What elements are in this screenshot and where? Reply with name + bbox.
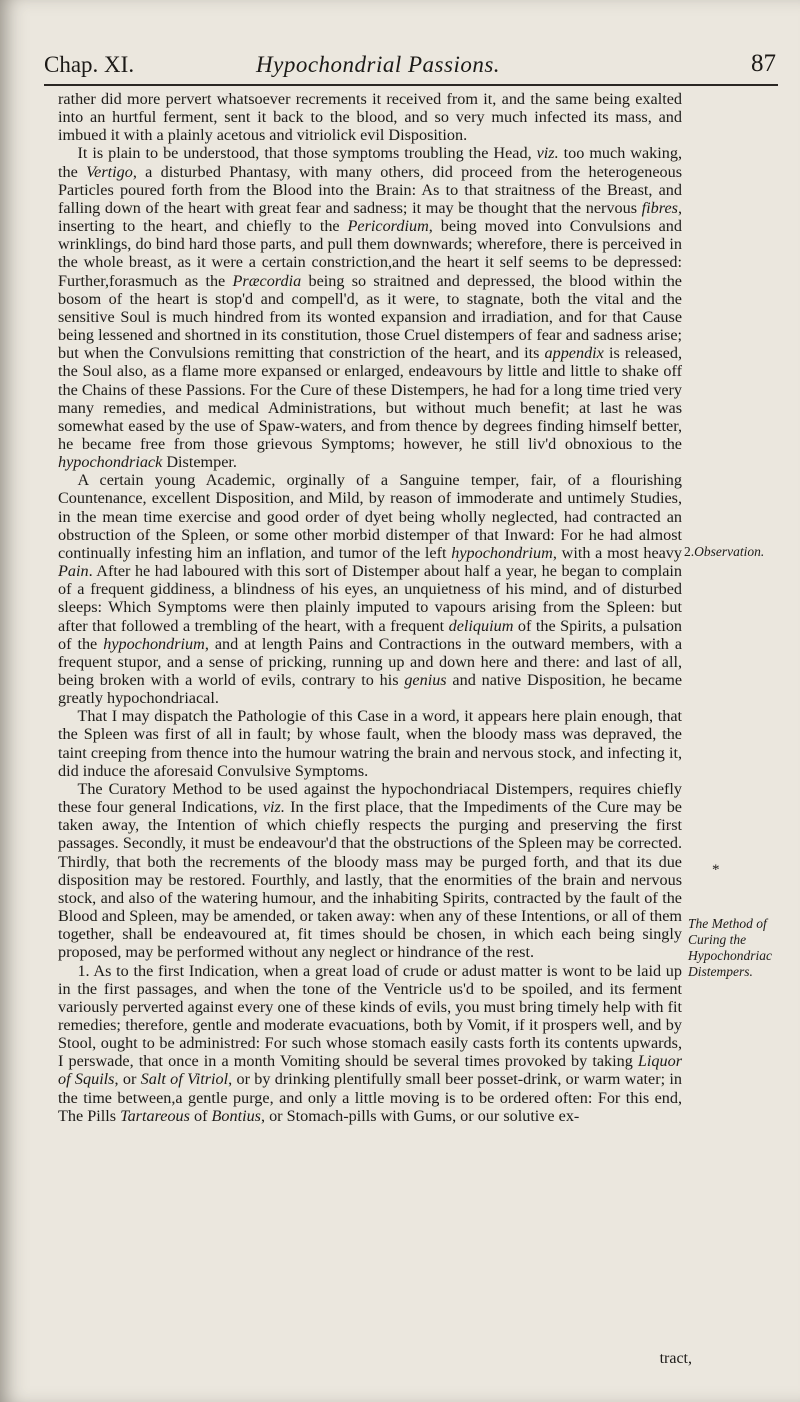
text-run: , or by drinking plentifully small beer posset-drink, or warm water; in the time between,a gentle purge, and only a little moving is to be ordered often: For this end, The Pills xyxy=(58,1070,683,1125)
italic-run: Vertigo xyxy=(86,162,133,181)
text-run: , being moved into Convulsions and wrinklings, do bind hard those parts, and pull them downwards; wherefore, there is perceived in the whole breast, as it were a certain constriction,and the heart it self seems to be depressed: Further,forasmuch as the xyxy=(58,217,682,290)
paragraph-3 xyxy=(58,471,682,707)
text-run: A certain young Academic, orginally of a Sanguine temper, fair, of a flourishing Countenance, excellent Disposition, and Mild, by reason of immoderate and untimely Studies, in the mean time exercise and good order of dyet being wholly neglected, had contracted an obstruction of the Spleen, or some other morbid distemper of that Inward: For he had almost continually infesting him an inflation, and tumor of the left xyxy=(58,471,682,562)
italic-run: fibres xyxy=(641,198,678,217)
text-run: , or Stomach-pills with Gums, or our solutive ex- xyxy=(260,1106,580,1125)
paragraph-2 xyxy=(58,144,682,471)
italic-run: hypochondriack xyxy=(58,453,163,472)
text-run: , with a most heavy xyxy=(552,543,682,562)
text-run: , and at length Pains and Contractions in the outward members, with a frequent stupor, and a sense of pricking, running up and down here and there: and last of all, being broken with a world of evils, contrary to his xyxy=(58,634,683,689)
italic-run: Præcordia xyxy=(232,271,302,290)
observation-label: Observation. xyxy=(694,544,765,559)
text-run: Distemper. xyxy=(162,453,237,472)
paragraph-5 xyxy=(58,780,682,962)
italic-run: Pain xyxy=(58,562,89,581)
chapter-heading: Chap. XI. xyxy=(44,52,135,77)
italic-run: appendix xyxy=(544,344,604,363)
text-run: . After he had laboured with this sort of Distemper about half a year, he began to complain of a frequent giddiness, a blindness of his eyes, an unquietness of his mind, and of disturbed sleeps: Which Symptoms were then plainly imputed to vapours arising from the Spleen: but after that followed a trembling of the heart, with a frequent xyxy=(58,562,682,635)
text-run: and native Disposition, he became greatly hypochondriacal. xyxy=(58,671,682,708)
text-run: being so straitned and depressed, the blood within the bosom of the heart is stop'd and compell'd, as it were, to stagnate, both the vital and the sensitive Soul is much hindred from its wonted expansion and irradiation, and for that Cause being lessened and shortned in its constitution, those Cruel distempers of fear and sadness arise; but when the Convulsions remitting that constriction of the heart, and its xyxy=(58,271,682,363)
italic-run: Pericordium xyxy=(347,217,429,236)
text-run: , inserting to the heart, and chiefly to the xyxy=(58,198,682,236)
body-text xyxy=(58,90,682,1125)
italic-run: Tartareous xyxy=(120,1106,190,1125)
text-run: That I may dispatch the Pathologie of this Case in a word, it appears here plain enough, that the Spleen was first of all in fault; by whose fault, when the bloody mass was depraved, the taint creeping from thence into the humour watring the brain and nervous stock, and infecting it, did induce the aforesaid Convulsive Symptoms. xyxy=(58,707,682,780)
page-number: 87 xyxy=(751,50,776,77)
italic-run: viz. xyxy=(536,144,559,163)
italic-run: hypochondrium xyxy=(451,543,553,562)
italic-run: Salt of Vitriol xyxy=(140,1070,229,1089)
header-rule xyxy=(44,84,778,86)
running-title: Hypochondrial Passions. xyxy=(256,52,501,77)
text-run: of the Spirits, a pulsation of the xyxy=(58,616,683,653)
text-run: rather did more pervert whatsoever recrements it received from it, and the same being exalted into an hurtful ferment, sent it back to the blood, and so very much infected its mass, and imbued it with a plainly acetous and vitriolick evil Disposition. xyxy=(58,90,682,145)
paragraph-4 xyxy=(58,707,682,780)
margin-note-method: The Method of Curing the Hypochondriac Distempers. xyxy=(688,916,772,979)
text-run: 1. As to the first Indication, when a great load of crude or adust matter is wont to be laid up in the first passages, and when the tone of the Ventricle us'd to be spoiled, and its ferment variously perverted against every one of these kinds of evils, you must bring timely help with fit remedies; therefore, gentle and moderate evacuations, both by Vomit, if it prospers well, and by Stool, ought to be administred: For such whose stomach easily casts forth its contents upwards, I perswade, that once in a month Vomiting should be several times provoked by taking xyxy=(58,961,682,1071)
text-run: In the first place, that the Impediments of the Cure may be taken away, the Intention of which chiefly respects the purging and preserving the first passages. Secondly, it must be endeavour'd that the obstructions of the Spleen may be corrected. Thirdly, that both the recrements of the bloody mass may be purged forth, and that its due disposition may be restored. Fourthly, and lastly, that the enormities of the brain and nervous stock, and also of the watering humour, and the inhabiting Spirits, contracted by the fault of the Blood and Spleen, may be amended, or taken away: when any of these Intentions, or all of them together, shall be endeavoured at, fit times should be chosen, in which each being singly proposed, may be performed without any neglect or hindrance of the rest. xyxy=(58,798,682,962)
text-run: The Curatory Method to be used against the hypochondriacal Distempers, requires chiefly these four general Indications, xyxy=(58,779,682,817)
text-run: too much waking, the xyxy=(58,144,682,181)
italic-run: Bontius xyxy=(211,1106,261,1125)
paragraph-6 xyxy=(58,962,682,1125)
running-header xyxy=(44,50,780,84)
italic-run: deliquium xyxy=(448,616,514,635)
italic-run: viz. xyxy=(262,798,285,817)
text-run: is released, the Soul also, as a flame more expansed or enlarged, endeavours by little and little to shake off the Chains of these Passions. For the Cure of these Distempers, he had for a long time tried very many remedies, and medical Administrations, but without much benefit; at last he was somewhat eased by the use of Spaw-waters, and from thence by degrees finding himself better, he became free from those grievous Symptoms; however, he still liv'd obnoxious to the xyxy=(58,344,683,453)
asterisk-mark: * xyxy=(712,862,720,878)
catchword: tract, xyxy=(659,1350,692,1367)
italic-run: hypochondrium xyxy=(103,634,205,653)
text-run: , or xyxy=(114,1070,141,1089)
text-run: of xyxy=(189,1106,212,1125)
margin-note-observation xyxy=(684,544,764,560)
italic-run: Liquor of Squils xyxy=(58,1052,682,1089)
text-run: , a disturbed Phantasy, with many others, did proceed from the heterogeneous Particles poured forth from the Blood into the Brain: As to that straitness of the Breast, and falling down of the heart with great fear and sadness; it may be thought that the nervous xyxy=(58,162,682,217)
paragraph-1 xyxy=(58,90,682,144)
text-run: It is plain to be understood, that those symptoms troubling the Head, xyxy=(77,144,537,163)
italic-run: genius xyxy=(404,671,447,689)
observation-number: 2. xyxy=(684,544,695,559)
